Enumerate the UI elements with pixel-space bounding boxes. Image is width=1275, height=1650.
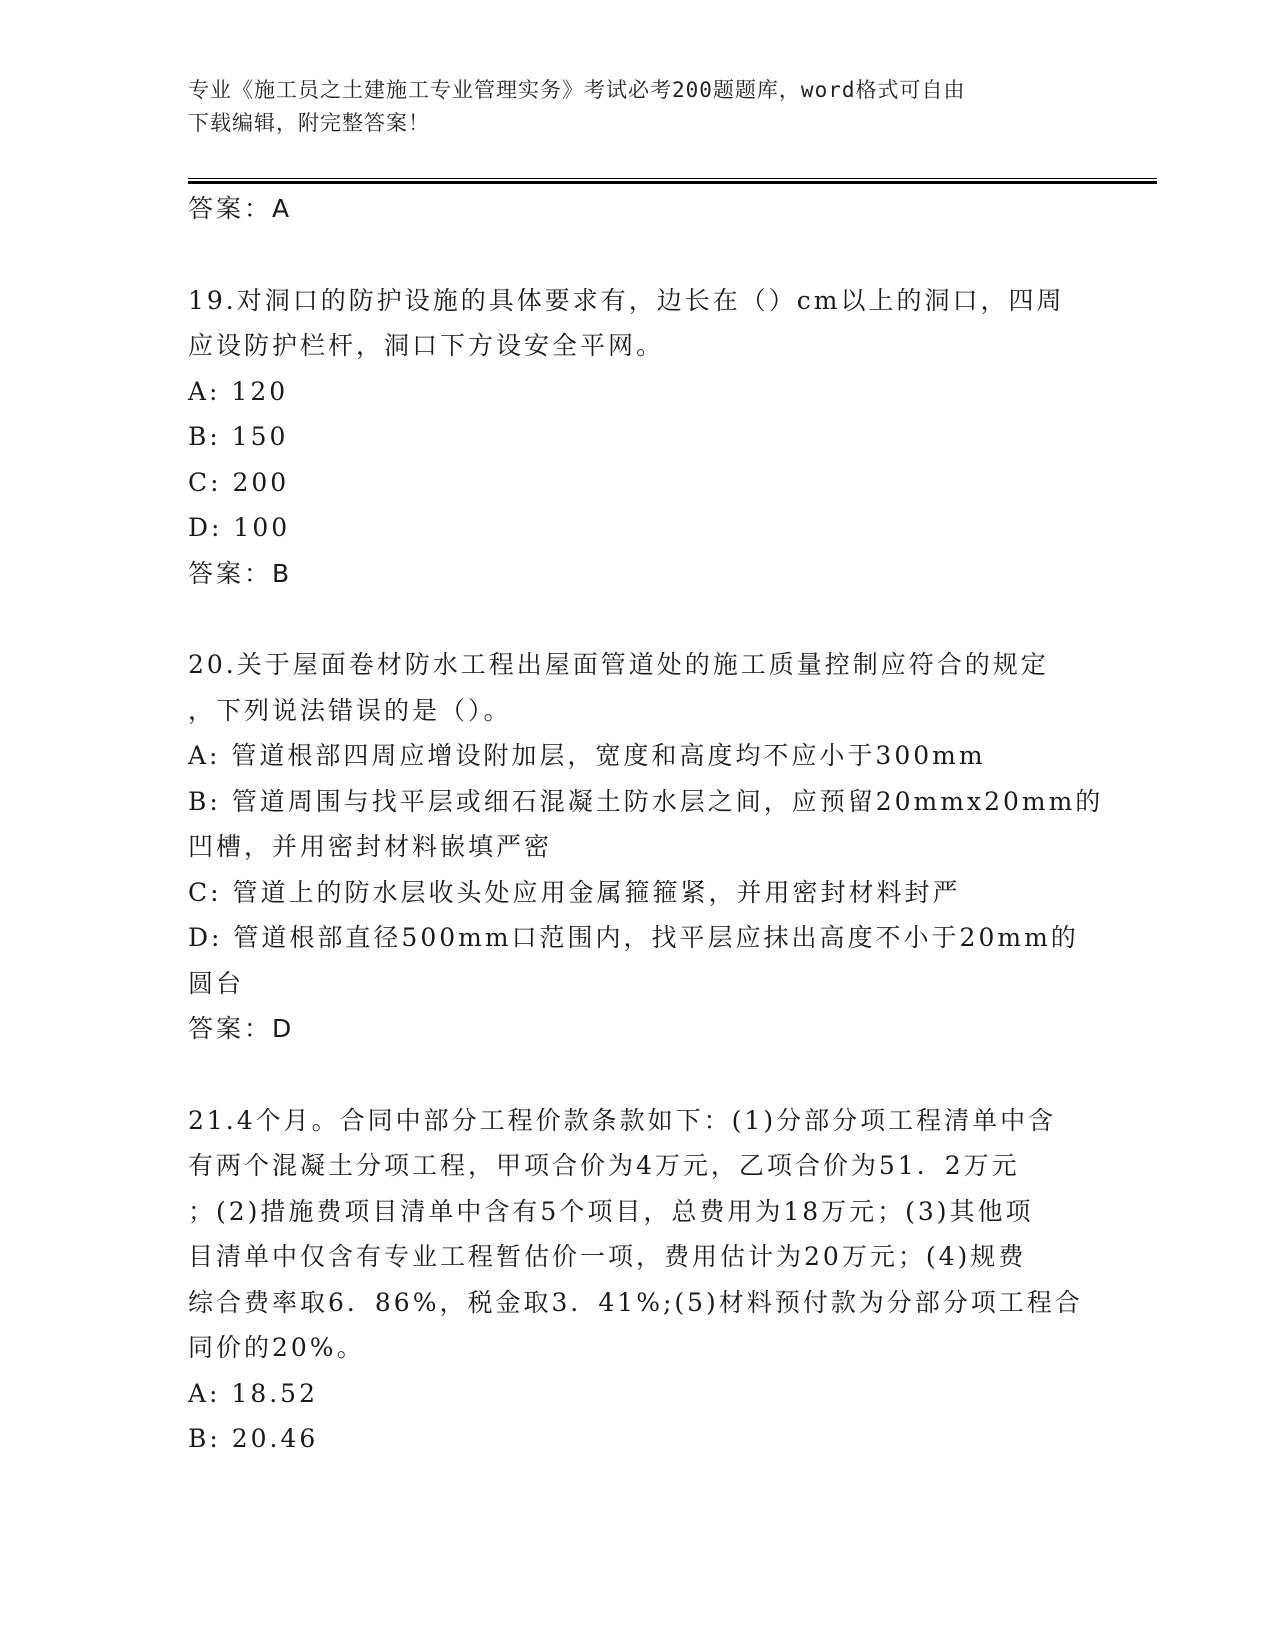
spacer: [188, 596, 1088, 642]
question-20-option-c: C: 管道上的防水层收头处应用金属箍箍紧，并用密封材料封严: [188, 877, 961, 907]
question-20-option-d-line-1: D: 管道根部直径500mm口范围内，找平层应抹出高度不小于20mm的: [188, 923, 1079, 952]
question-21-stem-line-3: ；(2)措施费项目清单中含有5个项目，总费用为18万元；(3)其他项: [188, 1196, 1034, 1226]
spacer: [188, 1052, 1088, 1098]
question-19-option-b: B: 150: [188, 422, 289, 451]
question-20-option-b-line-2: 凹槽，并用密封材料嵌填严密: [188, 832, 553, 861]
document-header: [188, 74, 1088, 140]
question-20-stem-line-1: 20.关于屋面卷材防水工程出屋面管道处的施工质量控制应符合的规定: [188, 650, 1049, 679]
header-rule-thin: [188, 178, 1157, 179]
question-19-stem-line-1: 19.对洞口的防护设施的具体要求有，边长在（）cm以上的洞口，四周: [188, 285, 1065, 315]
question-19-option-d: D: 100: [188, 513, 291, 542]
question-20-option-a: A: 管道根部四周应增设附加层，宽度和高度均不应小于300mm: [188, 741, 986, 770]
question-19-option-c: C: 200: [188, 467, 290, 497]
header-line-2: 下载编辑，附完整答案！: [188, 111, 430, 135]
question-20-stem-line-2: ，下列说法错误的是（）。: [188, 695, 512, 725]
question-20-option-d-line-2: 圆台: [188, 968, 245, 998]
header-line-1: 专业《施工员之土建施工专业管理实务》考试必考200题题库，word格式可自由: [188, 78, 966, 102]
question-21-stem-line-6: 同价的20%。: [188, 1333, 365, 1362]
question-21-stem-line-5: 综合费率取6．86%，税金取3．41%;(5)材料预付款为分部分项工程合: [188, 1287, 1083, 1317]
question-21: [188, 1098, 1088, 1462]
question-21-stem-line-2: 有两个混凝土分项工程，甲项合价为4万元，乙项合价为51．2万元: [188, 1151, 1020, 1180]
header-rule-thick: [188, 181, 1157, 184]
question-21-stem-line-4: 目清单中仅含有专业工程暂估价一项，费用估计为20万元；(4)规费: [188, 1242, 1027, 1271]
question-19: [188, 278, 1088, 597]
question-19-option-a: A: 120: [188, 376, 289, 406]
answer-q18: 答案：A: [188, 194, 293, 223]
question-20: [188, 642, 1104, 1052]
question-21-stem-line-1: 21.4个月。合同中部分工程价款条款如下：(1)分部分项工程清单中含: [188, 1105, 1057, 1135]
spacer: [188, 232, 1088, 278]
question-21-option-a: A: 18.52: [188, 1378, 318, 1408]
answer-q20: 答案：D: [188, 1014, 295, 1043]
question-21-option-b: B: 20.46: [188, 1424, 319, 1453]
document-body: [188, 186, 1104, 1462]
question-19-stem-line-2: 应设防护栏杆，洞口下方设安全平网。: [188, 331, 665, 360]
answer-q19: 答案：B: [188, 558, 293, 588]
question-20-option-b-line-1: B: 管道周围与找平层或细石混凝土防水层之间，应预留20mmx20mm的: [188, 786, 1104, 816]
